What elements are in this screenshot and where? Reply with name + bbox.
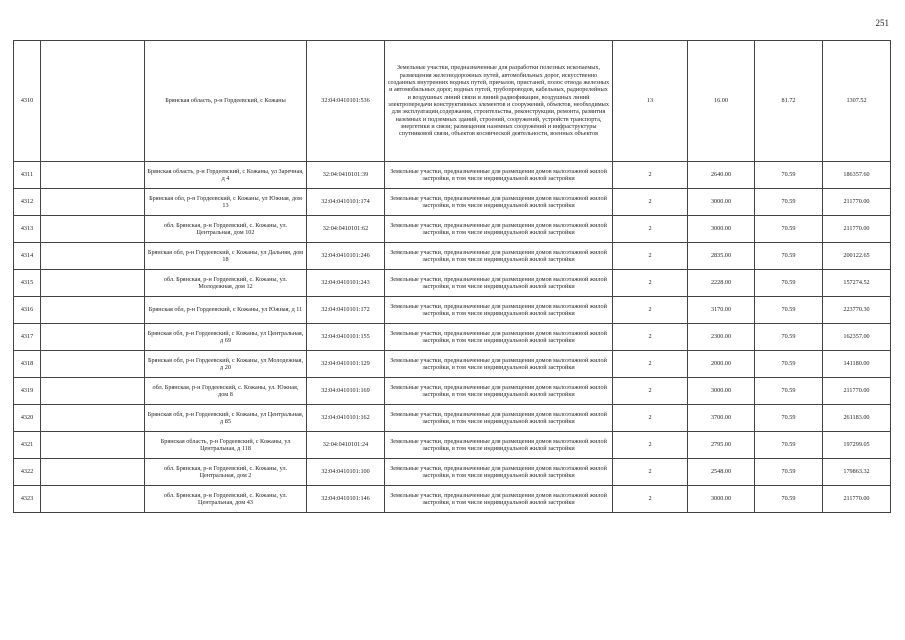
table-row — [14, 351, 891, 378]
specific-value-cell: 81.72 — [755, 41, 823, 162]
land-purpose-cell: Земельные участки, предназначенные для размещения домов малоэтажной жилой застройки, в том числе индивидуальной жилой застройки — [385, 243, 613, 270]
address-cell: Брянская область, р-н Гордеевский, с Кожаны, ул Центральная, д 118 — [145, 432, 307, 459]
table-row — [14, 459, 891, 486]
area-cell: 3700.00 — [688, 405, 755, 432]
address-cell: обл. Брянская, р-н Гордеевский, с. Кожаны, ул. Южная, дом 8 — [145, 378, 307, 405]
address-cell: Брянская обл, р-н Гордеевский, с Кожаны, ул Центральная, д 69 — [145, 324, 307, 351]
specific-value-cell: 70.59 — [755, 351, 823, 378]
group-number-cell: 2 — [613, 297, 688, 324]
cadastral-number-cell: 32:04:0410101:100 — [307, 459, 385, 486]
cadastral-number-cell: 32:04:0410101:246 — [307, 243, 385, 270]
land-purpose-cell: Земельные участки, предназначенные для размещения домов малоэтажной жилой застройки, в том числе индивидуальной жилой застройки — [385, 189, 613, 216]
area-cell: 2640.00 — [688, 162, 755, 189]
cadastral-value-cell: 197299.05 — [823, 432, 891, 459]
blank-cell — [41, 216, 145, 243]
land-purpose-cell: Земельные участки, предназначенные для разработки полезных ископаемых, размещения железнодорожных путей, автомобильных дорог, искусственно созданных внутренних водных путей, причалов, пристаней, полос отвода железных и автомобильных дорог, водных путей, трубопроводов, кабельных, радиорелейных и воздушных линий связи и линий радиофикации, воздушных линий электропередачи конструктивных элементов и сооружений, объектов, необходимых для эксплуатации,содержания, строительства, реконструкции, ремонта, развития наземных и подземных зданий, строений, сооружений, устройств транспорта, энергетики и связи; размещения наземных сооружений и инфраструктуры спутниковой связи, объектов космической деятельности, военных объектов — [385, 41, 613, 162]
cadastral-number-cell: 32:04:0410101:162 — [307, 405, 385, 432]
row-number: 4313 — [14, 216, 41, 243]
land-purpose-cell: Земельные участки, предназначенные для размещения домов малоэтажной жилой застройки, в том числе индивидуальной жилой застройки — [385, 378, 613, 405]
blank-cell — [41, 351, 145, 378]
cadastral-value-cell: 157274.52 — [823, 270, 891, 297]
land-purpose-cell: Земельные участки, предназначенные для размещения домов малоэтажной жилой застройки, в том числе индивидуальной жилой застройки — [385, 270, 613, 297]
specific-value-cell: 70.59 — [755, 270, 823, 297]
blank-cell — [41, 378, 145, 405]
cadastral-value-cell: 141180.00 — [823, 351, 891, 378]
cadastral-value-cell: 1307.52 — [823, 41, 891, 162]
row-number: 4311 — [14, 162, 41, 189]
blank-cell — [41, 189, 145, 216]
group-number-cell: 13 — [613, 41, 688, 162]
cadastral-value-cell: 162357.00 — [823, 324, 891, 351]
row-number: 4310 — [14, 41, 41, 162]
row-number: 4316 — [14, 297, 41, 324]
cadastral-number-cell: 32:04:0410101:243 — [307, 270, 385, 297]
cadastral-number-cell: 32:04:0410101:24 — [307, 432, 385, 459]
address-cell: Брянская обл, р-н Гордеевский, с Кожаны, ул Дальняя, дом 18 — [145, 243, 307, 270]
group-number-cell: 2 — [613, 432, 688, 459]
cadastral-number-cell: 32:04:0410101:146 — [307, 486, 385, 513]
row-number: 4321 — [14, 432, 41, 459]
area-cell: 2300.00 — [688, 324, 755, 351]
table-row — [14, 432, 891, 459]
area-cell: 3000.00 — [688, 486, 755, 513]
table-row — [14, 297, 891, 324]
cadastral-number-cell: 32:04:0410101:129 — [307, 351, 385, 378]
cadastral-value-cell: 211770.00 — [823, 189, 891, 216]
cadastral-value-cell: 261183.00 — [823, 405, 891, 432]
blank-cell — [41, 41, 145, 162]
land-purpose-cell: Земельные участки, предназначенные для размещения домов малоэтажной жилой застройки, в том числе индивидуальной жилой застройки — [385, 216, 613, 243]
area-cell: 3000.00 — [688, 216, 755, 243]
address-cell: Брянская область, р-н Гордеевский, с Кожаны, ул Заречная, д 4 — [145, 162, 307, 189]
row-number: 4318 — [14, 351, 41, 378]
land-purpose-cell: Земельные участки, предназначенные для размещения домов малоэтажной жилой застройки, в том числе индивидуальной жилой застройки — [385, 486, 613, 513]
group-number-cell: 2 — [613, 189, 688, 216]
blank-cell — [41, 459, 145, 486]
cadastral-number-cell: 32:04:0410101:169 — [307, 378, 385, 405]
row-number: 4314 — [14, 243, 41, 270]
table-row — [14, 270, 891, 297]
specific-value-cell: 70.59 — [755, 459, 823, 486]
cadastral-value-cell: 211770.00 — [823, 378, 891, 405]
group-number-cell: 2 — [613, 243, 688, 270]
group-number-cell: 2 — [613, 459, 688, 486]
cadastral-number-cell: 32:04:0410101:536 — [307, 41, 385, 162]
specific-value-cell: 70.59 — [755, 378, 823, 405]
land-purpose-cell: Земельные участки, предназначенные для размещения домов малоэтажной жилой застройки, в том числе индивидуальной жилой застройки — [385, 351, 613, 378]
land-purpose-cell: Земельные участки, предназначенные для размещения домов малоэтажной жилой застройки, в том числе индивидуальной жилой застройки — [385, 324, 613, 351]
address-cell: Брянская обл, р-н Гордеевский, с Кожаны, ул Молодежная, д 20 — [145, 351, 307, 378]
blank-cell — [41, 405, 145, 432]
row-number: 4323 — [14, 486, 41, 513]
address-cell: Брянская область, р-н Гордеевский, с Кожаны — [145, 41, 307, 162]
area-cell: 2548.00 — [688, 459, 755, 486]
table-row — [14, 486, 891, 513]
page-number: 251 — [875, 18, 889, 28]
blank-cell — [41, 270, 145, 297]
blank-cell — [41, 162, 145, 189]
area-cell: 2795.00 — [688, 432, 755, 459]
blank-cell — [41, 486, 145, 513]
cadastral-number-cell: 32:04:0410101:172 — [307, 297, 385, 324]
specific-value-cell: 70.59 — [755, 486, 823, 513]
land-purpose-cell: Земельные участки, предназначенные для размещения домов малоэтажной жилой застройки, в том числе индивидуальной жилой застройки — [385, 432, 613, 459]
table-row — [14, 324, 891, 351]
land-purpose-cell: Земельные участки, предназначенные для размещения домов малоэтажной жилой застройки, в том числе индивидуальной жилой застройки — [385, 405, 613, 432]
cadastral-number-cell: 32:04:0410101:62 — [307, 216, 385, 243]
group-number-cell: 2 — [613, 324, 688, 351]
group-number-cell: 2 — [613, 378, 688, 405]
specific-value-cell: 70.59 — [755, 432, 823, 459]
blank-cell — [41, 324, 145, 351]
blank-cell — [41, 432, 145, 459]
group-number-cell: 2 — [613, 270, 688, 297]
cadastral-value-cell: 223770.30 — [823, 297, 891, 324]
group-number-cell: 2 — [613, 486, 688, 513]
blank-cell — [41, 243, 145, 270]
cadastral-value-cell: 211770.00 — [823, 216, 891, 243]
group-number-cell: 2 — [613, 216, 688, 243]
cadastral-value-cell: 186357.60 — [823, 162, 891, 189]
area-cell: 2835.00 — [688, 243, 755, 270]
land-purpose-cell: Земельные участки, предназначенные для размещения домов малоэтажной жилой застройки, в том числе индивидуальной жилой застройки — [385, 459, 613, 486]
address-cell: обл. Брянская, р-н Гордеевский, с. Кожаны, ул. Молодежная, дом 12 — [145, 270, 307, 297]
specific-value-cell: 70.59 — [755, 324, 823, 351]
address-cell: Брянская обл, р-н Гордеевский, с Кожаны, ул Южная, дом 13 — [145, 189, 307, 216]
area-cell: 3000.00 — [688, 378, 755, 405]
address-cell: Брянская обл, р-н Гордеевский, с Кожаны, ул Южная, д 11 — [145, 297, 307, 324]
area-cell: 16.00 — [688, 41, 755, 162]
address-cell: Брянская обл, р-н Гордеевский, с Кожаны, ул Центральная, д 85 — [145, 405, 307, 432]
row-number: 4317 — [14, 324, 41, 351]
cadastral-value-cell: 200122.65 — [823, 243, 891, 270]
cadastral-value-cell: 179863.32 — [823, 459, 891, 486]
cadastral-number-cell: 32:04:0410101:39 — [307, 162, 385, 189]
group-number-cell: 2 — [613, 405, 688, 432]
table-row — [14, 41, 891, 162]
specific-value-cell: 70.59 — [755, 297, 823, 324]
cadastral-value-cell: 211770.00 — [823, 486, 891, 513]
specific-value-cell: 70.59 — [755, 405, 823, 432]
blank-cell — [41, 297, 145, 324]
area-cell: 3170.00 — [688, 297, 755, 324]
table-row — [14, 162, 891, 189]
address-cell: обл. Брянская, р-н Гордеевский, с. Кожаны, ул. Центральная, дом 43 — [145, 486, 307, 513]
area-cell: 3000.00 — [688, 189, 755, 216]
address-cell: обл. Брянская, р-н Гордеевский, с. Кожаны, ул. Центральная, дом 102 — [145, 216, 307, 243]
row-number: 4312 — [14, 189, 41, 216]
row-number: 4322 — [14, 459, 41, 486]
area-cell: 2000.00 — [688, 351, 755, 378]
table-row — [14, 378, 891, 405]
specific-value-cell: 70.59 — [755, 189, 823, 216]
table-row — [14, 216, 891, 243]
address-cell: обл. Брянская, р-н Гордеевский, с. Кожаны, ул. Центральная, дом 2 — [145, 459, 307, 486]
group-number-cell: 2 — [613, 162, 688, 189]
area-cell: 2228.00 — [688, 270, 755, 297]
table-row — [14, 243, 891, 270]
specific-value-cell: 70.59 — [755, 216, 823, 243]
row-number: 4315 — [14, 270, 41, 297]
land-purpose-cell: Земельные участки, предназначенные для размещения домов малоэтажной жилой застройки, в том числе индивидуальной жилой застройки — [385, 162, 613, 189]
cadastral-number-cell: 32:04:0410101:155 — [307, 324, 385, 351]
row-number: 4319 — [14, 378, 41, 405]
table-row — [14, 189, 891, 216]
land-registry-table — [13, 40, 891, 513]
specific-value-cell: 70.59 — [755, 243, 823, 270]
group-number-cell: 2 — [613, 351, 688, 378]
land-purpose-cell: Земельные участки, предназначенные для размещения домов малоэтажной жилой застройки, в том числе индивидуальной жилой застройки — [385, 297, 613, 324]
table-row — [14, 405, 891, 432]
row-number: 4320 — [14, 405, 41, 432]
cadastral-number-cell: 32:04:0410101:174 — [307, 189, 385, 216]
specific-value-cell: 70.59 — [755, 162, 823, 189]
